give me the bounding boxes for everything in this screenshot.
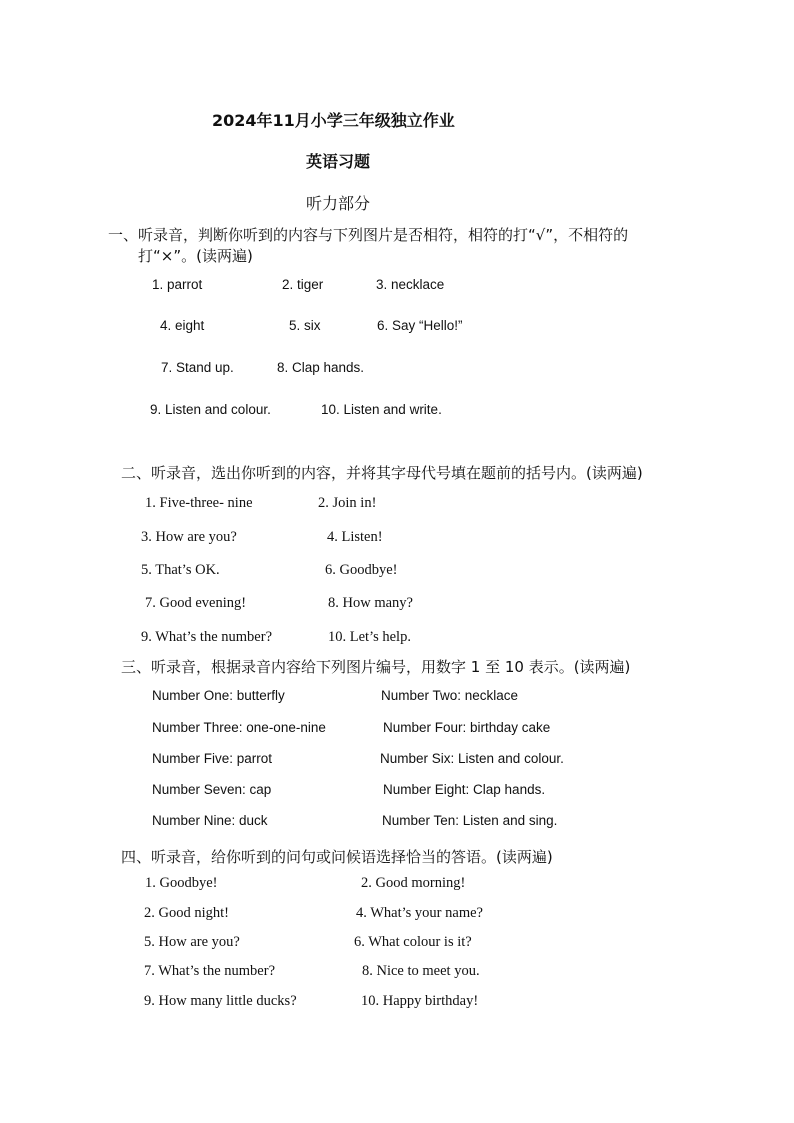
section3-item: Number Two: necklace xyxy=(381,688,519,703)
section2-item: 2. Join in! xyxy=(318,495,377,511)
section1-item: 2. tiger xyxy=(282,277,324,292)
section4-item: 2. Good night! xyxy=(144,905,229,921)
section2-item: 7. Good evening! xyxy=(145,595,247,611)
section2-item: 6. Goodbye! xyxy=(325,562,398,578)
document-title: 2024年11月小学三年级独立作业 xyxy=(212,111,455,130)
section4-item: 6. What colour is it? xyxy=(354,934,472,950)
section3-item: Number Eight: Clap hands. xyxy=(383,782,546,797)
section2-item: 1. Five-three- nine xyxy=(145,495,253,511)
section1-item: 1. parrot xyxy=(152,277,203,292)
section1-item: 6. Say “Hello!” xyxy=(377,318,463,333)
section3-item: Number Six: Listen and colour. xyxy=(380,751,564,766)
section3-item: Number Seven: cap xyxy=(152,782,272,797)
section3-item: Number Three: one-one-nine xyxy=(152,720,326,735)
section3-item: Number Nine: duck xyxy=(152,813,268,828)
section4-heading: 四、听录音，给你听到的问句或问候语选择恰当的答语。(读两遍) xyxy=(121,848,553,866)
section4-item: 8. Nice to meet you. xyxy=(362,963,480,979)
section2-item: 10. Let’s help. xyxy=(328,629,411,645)
section4-item: 2. Good morning! xyxy=(361,875,466,891)
section1-item: 7. Stand up. xyxy=(161,360,234,375)
section1-heading-line1: 一、听录音，判断你听到的内容与下列图片是否相符，相符的打“√”，不相符的 xyxy=(108,226,629,244)
section4-item: 4. What’s your name? xyxy=(356,905,483,921)
section2-item: 3. How are you? xyxy=(141,529,237,545)
section4-item: 10. Happy birthday! xyxy=(361,993,479,1009)
section1-item: 10. Listen and write. xyxy=(321,402,442,417)
document-subtitle: 英语习题 xyxy=(306,152,371,171)
part-title: 听力部分 xyxy=(306,194,371,213)
section1-item: 5. six xyxy=(289,318,321,333)
section1-item: 9. Listen and colour. xyxy=(150,402,271,417)
section4-item: 1. Goodbye! xyxy=(145,875,218,891)
section4-item: 7. What’s the number? xyxy=(144,963,276,979)
section2-item: 4. Listen! xyxy=(327,529,383,545)
section3-item: Number One: butterfly xyxy=(152,688,285,703)
section2-item: 5. That’s OK. xyxy=(141,562,220,578)
section2-heading: 二、听录音，选出你听到的内容，并将其字母代号填在题前的括号内。(读两遍) xyxy=(121,464,643,482)
section4-item: 9. How many little ducks? xyxy=(144,993,297,1009)
section3-heading: 三、听录音，根据录音内容给下列图片编号，用数字 1 至 10 表示。(读两遍) xyxy=(121,658,631,676)
section1-item: 3. necklace xyxy=(376,277,445,292)
section1-item: 4. eight xyxy=(160,318,205,333)
section1-heading-line2: 打“×”。(读两遍) xyxy=(138,247,253,265)
section2-item: 9. What’s the number? xyxy=(141,629,273,645)
section1-item: 8. Clap hands. xyxy=(277,360,365,375)
section3-item: Number Five: parrot xyxy=(152,751,273,766)
section3-item: Number Ten: Listen and sing. xyxy=(382,813,558,828)
section3-item: Number Four: birthday cake xyxy=(383,720,551,735)
section2-item: 8. How many? xyxy=(328,595,413,611)
section4-item: 5. How are you? xyxy=(144,934,240,950)
